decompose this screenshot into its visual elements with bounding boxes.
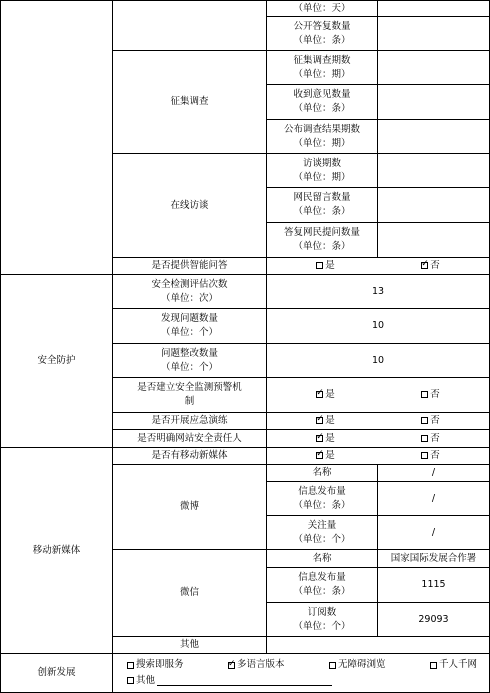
checkbox-empty-icon (421, 435, 428, 442)
drill-yes-checkbox[interactable]: ✓ 是 (316, 414, 335, 428)
checkbox-empty-icon (329, 662, 336, 669)
checkbox-checked-icon (316, 452, 323, 459)
checkbox-empty-icon (127, 662, 134, 669)
checkbox-empty-icon (430, 662, 437, 669)
group-top-empty (112, 0, 267, 51)
accessibility-checkbox[interactable]: 无障碍浏览 (329, 658, 386, 672)
value-r5[interactable] (377, 153, 490, 188)
mobile-yes-checkbox[interactable]: ✓ 是 (316, 449, 335, 463)
innovation-row-2 (127, 674, 332, 688)
section-innovation: 创新发展 (0, 653, 113, 693)
safety-options-6 (266, 429, 490, 448)
personalized-checkbox[interactable]: 千人千网 (430, 658, 477, 672)
item-r5: 访谈期数 （单位：期） (266, 153, 378, 188)
group-wechat: 微信 (112, 549, 267, 637)
wechat-publish-value: 1115 (377, 567, 490, 603)
value-r2[interactable] (377, 50, 490, 85)
innovation-options (112, 653, 490, 693)
checkbox-checked-icon (316, 391, 323, 398)
checkbox-checked-icon (421, 262, 428, 269)
checkbox-empty-icon (421, 417, 428, 424)
safety-item-2: 发现问题数量 （单位：个） (112, 308, 267, 344)
smart-qa-options (266, 257, 490, 275)
responsible-no-checkbox[interactable]: 否 (421, 432, 440, 446)
checkbox-empty-icon (421, 452, 428, 459)
mobile-has-options (266, 447, 490, 465)
responsible-yes-checkbox[interactable]: ✓ 是 (316, 432, 335, 446)
mobile-other-label: 其他 (112, 636, 267, 654)
smart-qa-label: 是否提供智能问答 (112, 257, 267, 275)
safety-item-6: 是否明确网站安全责任人 (112, 429, 267, 448)
safety-item-4: 是否建立安全监测预警机 制 (112, 377, 267, 413)
item-r0: （单位：天） (266, 0, 378, 17)
wechat-subscribe-value: 29093 (377, 602, 490, 637)
item-r2: 征集调查期数 （单位：期） (266, 50, 378, 85)
weibo-name-label: 名称 (266, 464, 378, 482)
value-r3[interactable] (377, 84, 490, 120)
weibo-name-value: / (377, 464, 490, 482)
safety-item-3: 问题整改数量 （单位：个） (112, 343, 267, 378)
group-online: 在线访谈 (112, 153, 267, 258)
value-r4[interactable] (377, 119, 490, 154)
safety-item-5: 是否开展应急演练 (112, 412, 267, 430)
wechat-name-value: 国家国际发展合作署 (377, 549, 490, 568)
checkbox-checked-icon (316, 417, 323, 424)
innovation-row-1 (127, 658, 477, 672)
value-r7[interactable] (377, 222, 490, 258)
safety-options-4 (266, 377, 490, 413)
wechat-name-label: 名称 (266, 549, 378, 568)
group-weibo: 微博 (112, 464, 267, 550)
group-collect: 征集调查 (112, 50, 267, 154)
mobile-other-value[interactable] (266, 636, 490, 654)
wechat-subscribe-label: 订阅数 （单位：个） (266, 602, 378, 637)
safety-value-3: 10 (266, 343, 490, 378)
section-mobile: 移动新媒体 (0, 447, 113, 654)
checkbox-empty-icon (127, 677, 134, 684)
checkbox-checked-icon (228, 662, 235, 669)
multilanguage-checkbox[interactable]: ✓ 多语言版本 (228, 658, 285, 672)
weibo-follow-label: 关注量 （单位：个） (266, 515, 378, 550)
section-top-empty (0, 0, 113, 275)
item-r6: 网民留言数量 （单位：条） (266, 187, 378, 223)
section-safety: 安全防护 (0, 274, 113, 448)
item-r7: 答复网民提问数量 （单位：条） (266, 222, 378, 258)
monitoring-no-checkbox[interactable]: 否 (421, 388, 440, 402)
other-input-line[interactable] (157, 676, 332, 686)
checkbox-empty-icon (316, 262, 323, 269)
drill-no-checkbox[interactable]: 否 (421, 414, 440, 428)
weibo-follow-value: / (377, 515, 490, 550)
mobile-has-label: 是否有移动新媒体 (112, 447, 267, 465)
weibo-publish-label: 信息发布量 （单位：条） (266, 481, 378, 516)
checkbox-empty-icon (421, 391, 428, 398)
value-r6[interactable] (377, 187, 490, 223)
search-service-checkbox[interactable]: 搜索即服务 (127, 658, 184, 672)
safety-value-2: 10 (266, 308, 490, 344)
checkbox-checked-icon (316, 435, 323, 442)
item-r4: 公布调查结果期数 （单位：期） (266, 119, 378, 154)
wechat-publish-label: 信息发布量 （单位：条） (266, 567, 378, 603)
value-r0[interactable] (377, 0, 490, 17)
monitoring-yes-checkbox[interactable]: ✓ 是 (316, 388, 335, 402)
safety-value-1: 13 (266, 274, 490, 309)
value-r1[interactable] (377, 16, 490, 51)
safety-item-1: 安全检测评估次数 （单位：次） (112, 274, 267, 309)
item-r1: 公开答复数量 （单位：条） (266, 16, 378, 51)
smart-qa-yes-checkbox[interactable]: 是 (316, 259, 335, 273)
safety-options-5 (266, 412, 490, 430)
weibo-publish-value: / (377, 481, 490, 516)
mobile-no-checkbox[interactable]: 否 (421, 449, 440, 463)
other-checkbox[interactable]: 其他 (127, 674, 155, 688)
smart-qa-no-checkbox[interactable]: ✓ 否 (421, 259, 440, 273)
item-r3: 收到意见数量 （单位：条） (266, 84, 378, 120)
